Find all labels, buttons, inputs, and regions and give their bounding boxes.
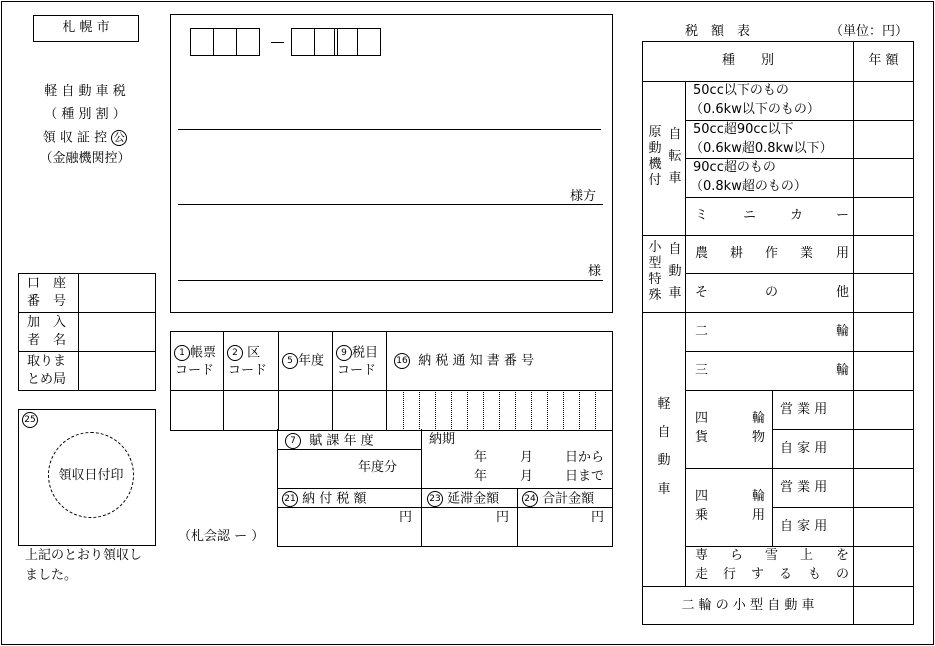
- mini-car-4: ー: [836, 208, 850, 223]
- snow-l2-5: も: [808, 567, 822, 582]
- late-fee-num-mark: 23: [427, 491, 443, 507]
- address-line-3: [178, 280, 603, 281]
- g2-outer-1: 小: [648, 240, 662, 255]
- passenger-private: 自 家 用: [780, 519, 828, 534]
- ward-num-mark: 2: [227, 345, 243, 361]
- receipt-note-line2: ました。: [25, 568, 78, 583]
- ward-code-l1: 区: [247, 345, 261, 361]
- total-amount-label: 合計金額: [542, 491, 595, 507]
- snow-l2-2: 行: [723, 567, 737, 582]
- notice-number-label: 納 税 通 知 書 番 号: [418, 353, 535, 369]
- tax-item-code-cell[interactable]: [333, 391, 385, 428]
- ledger-code-cell[interactable]: [171, 391, 222, 428]
- g1-item1-l1: 50cc以下のもの: [693, 83, 789, 98]
- sama-label: 様: [588, 264, 602, 279]
- tax-item-num-mark: 9: [336, 345, 352, 361]
- subscriber-name-label2: 者 名: [27, 333, 67, 348]
- g1-item3-l1: 90cc超のもの: [693, 160, 776, 175]
- total-amount-num-mark: 24: [522, 491, 538, 507]
- tax-item-code-header: [336, 345, 378, 361]
- passenger-l1a: 四: [695, 489, 709, 504]
- other-3: 他: [836, 285, 850, 300]
- term-from-year: 年: [474, 450, 488, 465]
- g2-outer-3: 特: [648, 272, 662, 287]
- notice-number-cell[interactable]: [387, 391, 611, 428]
- other-2: の: [765, 285, 779, 300]
- receipt-title-text: 領 収 証 控: [42, 130, 108, 146]
- farm-2: 耕: [730, 246, 744, 261]
- col-amount-header: 年 額: [868, 53, 899, 68]
- ledger-code-l1: 帳票: [190, 345, 217, 361]
- g1-item2-l2: （0.6kw超0.8kw以下）: [690, 141, 833, 156]
- snow-l2-4: る: [779, 567, 793, 582]
- term-from-month: 月: [520, 450, 534, 465]
- term-to-year: 年: [474, 469, 488, 484]
- ledger-code-header: [174, 345, 216, 361]
- postal-dash: [271, 42, 284, 43]
- term-to-month: 月: [520, 469, 534, 484]
- cargo-l1a: 四: [695, 411, 709, 426]
- year-code-l1: 年度: [298, 353, 325, 369]
- address-box: [170, 14, 613, 313]
- rate-table-title: 税 額 表: [685, 24, 751, 39]
- cargo-l2b: 物: [752, 430, 766, 445]
- snow-l1-3: 雪: [765, 548, 779, 563]
- stamp-label: 領収日付印: [58, 468, 124, 483]
- late-fee-label: 延滞金額: [447, 491, 500, 507]
- late-fee-header: [427, 491, 499, 507]
- sama-kata-label: 様方: [570, 189, 597, 204]
- postal-digit-2[interactable]: [213, 28, 237, 56]
- g2-outer-4: 殊: [648, 288, 662, 303]
- account-number-label2: 番 号: [27, 294, 67, 309]
- receipt-title: [15, 130, 155, 146]
- ledger-code-l2: コード: [175, 363, 215, 378]
- mini-car-1: ミ: [695, 208, 709, 223]
- postal-digit-1[interactable]: [190, 28, 214, 56]
- g3-outer-3: 動: [657, 453, 671, 468]
- ward-code-l2: コード: [228, 363, 268, 378]
- g1-inner-3: 車: [668, 171, 682, 186]
- tax-item-code-l1: 税目: [352, 345, 379, 361]
- account-number-label1: 口 座: [27, 276, 67, 291]
- g3-outer-4: 車: [657, 482, 671, 497]
- snow-l2-3: す: [751, 567, 765, 582]
- passenger-commercial: 営 業 用: [780, 480, 828, 495]
- receipt-note-line1: 上記のとおり領収し: [25, 548, 143, 563]
- other-1: そ: [695, 285, 709, 300]
- address-line-1: [178, 129, 601, 130]
- passenger-l2a: 乗: [695, 508, 709, 523]
- g1-item1-l2: （0.6kw以下のもの）: [690, 102, 820, 117]
- nirin-2: 輪: [836, 324, 850, 339]
- col-type-header: 種 別: [721, 53, 774, 68]
- postal-digit-3[interactable]: [236, 28, 260, 56]
- ledger-num-mark: 1: [174, 345, 190, 361]
- snow-l2-1: 走: [695, 567, 709, 582]
- tax-amount-label: 納 付 税 額: [302, 491, 367, 507]
- address-line-2: [178, 204, 603, 205]
- g1-outer-1: 原: [648, 125, 662, 140]
- g2-inner-2: 動: [668, 264, 682, 279]
- postal-digit-7[interactable]: [357, 28, 381, 56]
- g1-inner-2: 転: [668, 149, 682, 164]
- g1-outer-3: 機: [648, 157, 662, 172]
- snow-l1-4: 上: [800, 548, 814, 563]
- snow-l1-5: を: [836, 548, 850, 563]
- small-two-wheel-label: 二 輪 の 小 型 自 動 車: [681, 598, 815, 613]
- year-code-header: [282, 353, 324, 369]
- mini-car-2: ニ: [743, 208, 757, 223]
- nirin-1: 二: [695, 324, 709, 339]
- farm-4: 業: [800, 246, 814, 261]
- g2-inner-3: 車: [668, 286, 682, 301]
- snow-l1-2: ら: [730, 548, 744, 563]
- farm-3: 作: [765, 246, 779, 261]
- postal-digit-6[interactable]: [334, 28, 358, 56]
- approval-number: （札会認 ー ）: [178, 529, 265, 544]
- year-num-mark: 5: [282, 353, 298, 369]
- sanrin-2: 輪: [836, 363, 850, 378]
- notice-number-header: [394, 353, 534, 369]
- cargo-l1b: 輪: [752, 411, 766, 426]
- city-name: 札 幌 市: [62, 20, 110, 35]
- sanrin-1: 三: [695, 363, 709, 378]
- mini-car-3: カ: [790, 208, 804, 223]
- farm-1: 農: [695, 246, 709, 261]
- tax-title-line2: （ 種 別 割 ）: [44, 107, 126, 122]
- public-seal-mark: 公: [111, 130, 127, 146]
- rate-table-unit: （単位：円）: [830, 24, 909, 39]
- g1-outer-2: 動: [648, 141, 662, 156]
- stamp-number-mark: 25: [22, 412, 38, 428]
- nendo-bun-label: 年度分: [358, 460, 398, 475]
- control-label: （金融機関控）: [39, 151, 131, 166]
- postal-digit-4[interactable]: [291, 28, 315, 56]
- g1-item2-l1: 50cc超90cc以下: [693, 122, 794, 137]
- tax-item-code-l2: コード: [337, 363, 377, 378]
- term-to-day: 日まで: [565, 469, 605, 484]
- cargo-commercial: 営 業 用: [780, 402, 828, 417]
- tax-amount-yen: 円: [399, 510, 413, 525]
- cargo-l2a: 貨: [695, 430, 709, 445]
- notice-num-mark: 16: [394, 353, 410, 369]
- collection-office-label2: とめ局: [27, 372, 67, 387]
- cargo-private: 自 家 用: [780, 441, 828, 456]
- farm-5: 用: [836, 246, 850, 261]
- term-from-day: 日から: [565, 450, 605, 465]
- ward-code-header: [227, 345, 260, 361]
- ward-code-cell[interactable]: [224, 391, 277, 428]
- g3-outer-2: 自: [657, 425, 671, 440]
- g1-item3-l2: （0.8kw超のもの）: [690, 179, 807, 194]
- tax-amount-num-mark: 21: [282, 491, 298, 507]
- collection-office-label1: 取りま: [27, 354, 67, 369]
- assess-year-header: [285, 433, 374, 449]
- year-code-cell[interactable]: [279, 391, 331, 428]
- g1-inner-1: 自: [668, 127, 682, 142]
- tax-amount-header: [282, 491, 367, 507]
- snow-l1-1: 専: [695, 548, 709, 563]
- subscriber-name-label1: 加 入: [27, 315, 67, 330]
- g1-outer-4: 付: [648, 173, 662, 188]
- g2-outer-2: 型: [648, 256, 662, 271]
- tax-title-line1: 軽 自 動 車 税: [44, 84, 126, 99]
- passenger-l2b: 用: [752, 508, 766, 523]
- assess-year-num-mark: 7: [285, 433, 301, 449]
- total-amount-header: [522, 491, 594, 507]
- term-label: 納期: [429, 432, 456, 447]
- passenger-l1b: 輪: [752, 489, 766, 504]
- assess-year-label: 賦 課 年 度: [309, 433, 374, 449]
- snow-l2-6: の: [836, 567, 850, 582]
- g3-outer-1: 軽: [657, 397, 671, 412]
- g2-inner-1: 自: [668, 242, 682, 257]
- total-amount-yen: 円: [591, 510, 605, 525]
- late-fee-yen: 円: [496, 510, 510, 525]
